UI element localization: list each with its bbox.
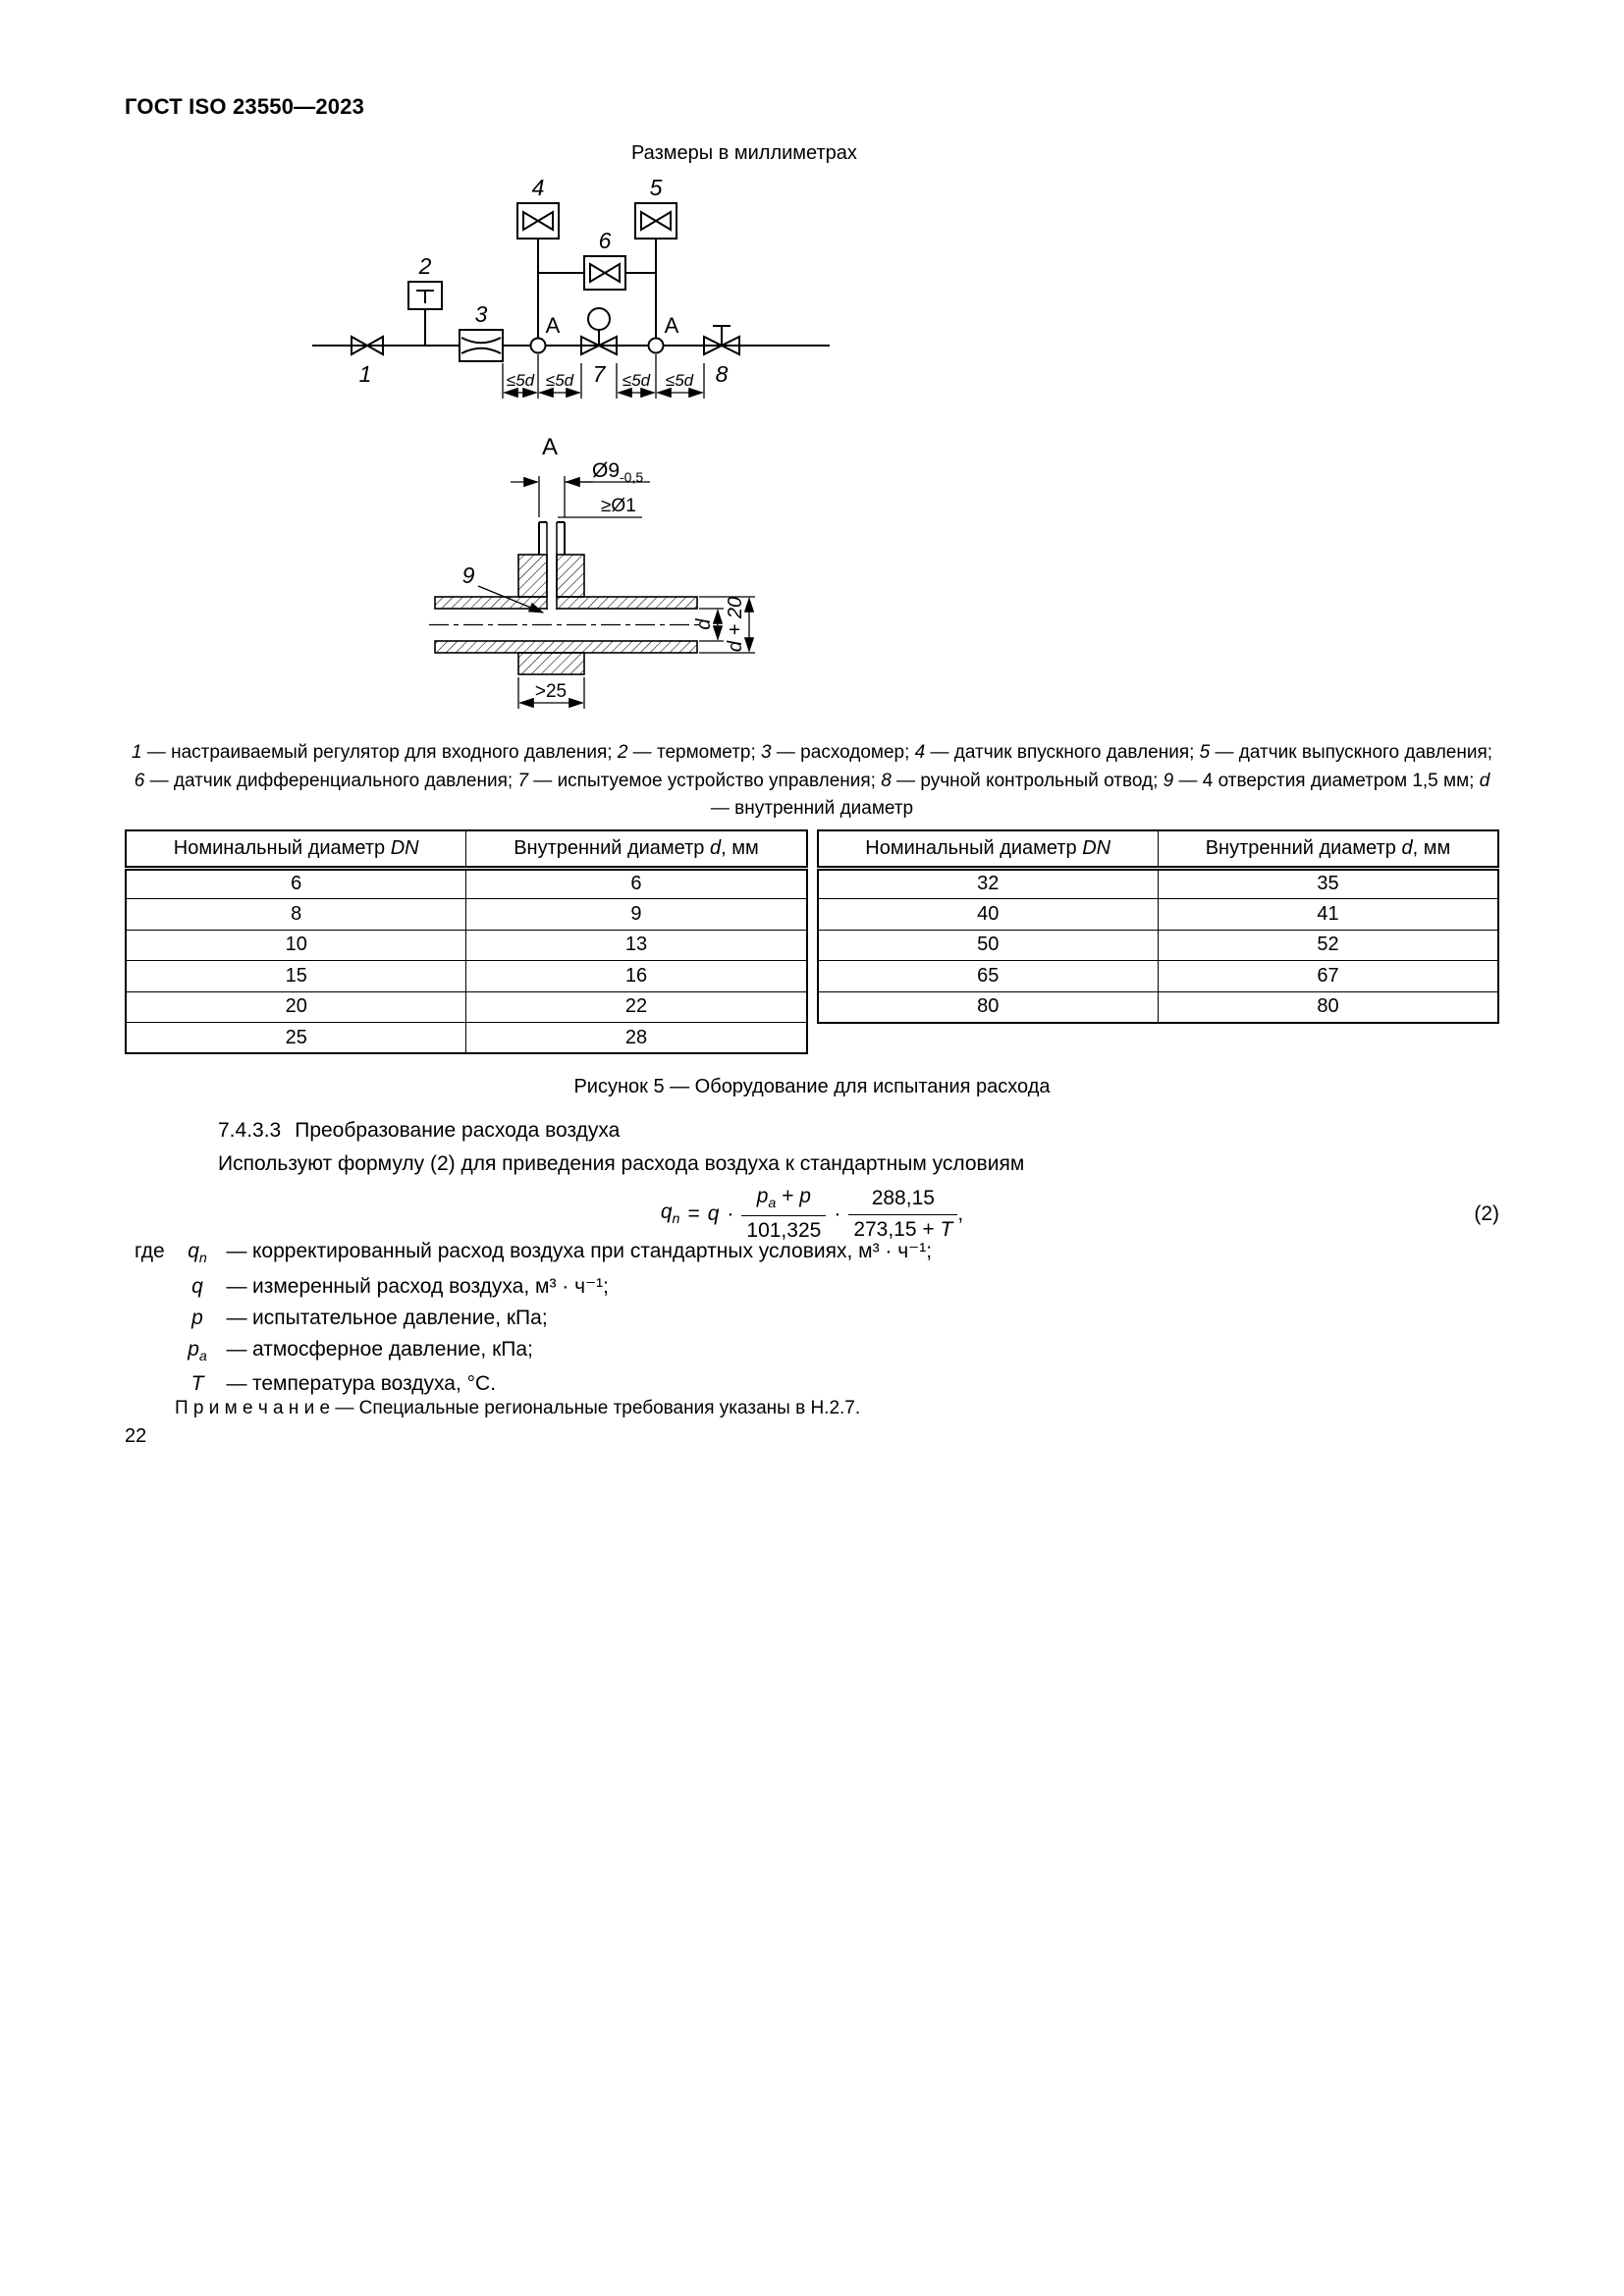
where-dash: — xyxy=(226,1275,247,1299)
max-5d-dim: ≤5d xyxy=(665,371,694,390)
legend-marker: 6 xyxy=(134,770,145,791)
gt25-dim: >25 xyxy=(534,681,568,702)
section-a-marker: A xyxy=(545,313,561,338)
where-term: $p_a$ xyxy=(188,1338,207,1365)
outer-dia-dim: d + 20 xyxy=(725,596,746,653)
dia9-dim: $Ø9_{-0,5}$ xyxy=(592,459,644,485)
formula-number: (2) xyxy=(1474,1202,1499,1225)
max-5d-dim: ≤5d xyxy=(506,371,535,390)
pressure-tap-icon xyxy=(531,339,546,353)
min-dia1-dim: ≥Ø1 xyxy=(601,496,636,516)
table-row xyxy=(818,961,1499,992)
where-row xyxy=(135,1239,1499,1266)
d-cell: 41 xyxy=(1158,899,1498,931)
dn-cell: 80 xyxy=(818,991,1159,1023)
dn-cell: 25 xyxy=(126,1023,466,1054)
table-row xyxy=(818,868,1499,899)
dn-cell: 65 xyxy=(818,961,1159,992)
pressure-tap-icon xyxy=(649,339,664,353)
table-row xyxy=(126,1023,807,1054)
where-list xyxy=(135,1239,1499,1404)
where-row xyxy=(135,1338,1499,1364)
item-3-label: 3 xyxy=(474,301,488,327)
dn-cell: 10 xyxy=(126,930,466,961)
detail-a-labels xyxy=(462,459,746,702)
item-8-label: 8 xyxy=(715,361,729,387)
d-cell: 35 xyxy=(1158,868,1498,899)
formula-2 xyxy=(125,1184,1499,1245)
col-header-dn: Номинальный диаметр DN xyxy=(818,830,1159,868)
note-text: — Специальные региональные требования указаны в Н.2.7. xyxy=(335,1398,861,1418)
item-7-label: 7 xyxy=(592,361,606,387)
detail-a-drawing xyxy=(429,522,703,674)
table-row xyxy=(818,991,1499,1023)
col-header-d: Внутренний диаметр d, мм xyxy=(466,830,807,868)
dn-cell: 20 xyxy=(126,991,466,1023)
diameter-tables xyxy=(125,829,1499,1054)
legend-marker: 3 xyxy=(761,742,772,763)
where-term: q xyxy=(191,1275,203,1299)
d-cell: 67 xyxy=(1158,961,1498,992)
item-6-label: 6 xyxy=(598,228,612,253)
note xyxy=(175,1398,860,1419)
item-1-label: 1 xyxy=(358,361,372,387)
section-a-marker: A xyxy=(664,313,679,338)
legend-marker: 1 xyxy=(131,742,142,763)
page-number: 22 xyxy=(125,1425,147,1447)
section-intro: Используют формулу (2) для приведения расхода воздуха к стандартным условиям xyxy=(218,1152,1025,1175)
d-cell: 28 xyxy=(466,1023,807,1054)
legend-marker: 4 xyxy=(914,742,926,763)
fraction-temperature: $\frac{288,15}{273,15 + T}$ xyxy=(848,1186,957,1243)
where-definition: атмосферное давление, кПа; xyxy=(252,1338,533,1362)
item-2-label: 2 xyxy=(418,253,432,279)
max-5d-dim: ≤5d xyxy=(622,371,651,390)
where-prefix: где xyxy=(135,1240,165,1262)
section-heading xyxy=(218,1119,620,1143)
col-header-dn: Номинальный диаметр DN xyxy=(126,830,466,868)
table-row xyxy=(126,991,807,1023)
where-row xyxy=(135,1307,1499,1330)
dn-cell: 8 xyxy=(126,899,466,931)
max-5d-dim: ≤5d xyxy=(545,371,574,390)
table-row xyxy=(818,899,1499,931)
where-dash: — xyxy=(226,1338,247,1362)
where-definition: испытательное давление, кПа; xyxy=(252,1307,548,1330)
item-4-label: 4 xyxy=(531,175,545,200)
d-cell: 16 xyxy=(466,961,807,992)
detail-a-title: A xyxy=(541,434,559,460)
dn-cell: 40 xyxy=(818,899,1159,931)
legend-marker: d xyxy=(1479,770,1490,791)
document-title: ГОСТ ISO 23550—2023 xyxy=(125,94,365,119)
piping-schematic xyxy=(312,203,830,361)
dn-cell: 15 xyxy=(126,961,466,992)
table-row xyxy=(126,930,807,961)
legend-marker: 5 xyxy=(1199,742,1211,763)
where-definition: измеренный расход воздуха, м³ · ч⁻¹; xyxy=(252,1275,609,1299)
where-term: T xyxy=(190,1372,204,1396)
item-9-label: 9 xyxy=(461,562,475,588)
d-cell: 9 xyxy=(466,899,807,931)
table-row xyxy=(126,961,807,992)
diameter-table-left xyxy=(125,829,808,1054)
dimensions-note: Размеры в миллиметрах xyxy=(631,142,857,164)
item-5-label: 5 xyxy=(649,175,663,200)
dn-cell: 32 xyxy=(818,868,1159,899)
where-row xyxy=(135,1274,1499,1299)
figure-legend: 1 — настраиваемый регулятор для входного давления; 2 — термометр; 3 — расходомер; 4 — датчик впускного давления; 5 — датчик выпускного давления; 6 — датчик дифференциального давления; 7 — испытуемое устройство управления; 8 — ручной контрольный отвод; 9 — 4 отверстия диаметром 1,5 мм; d — внутренний диаметр xyxy=(131,742,1493,819)
diameter-table-right xyxy=(817,829,1500,1024)
flowmeter-icon xyxy=(460,330,503,361)
fraction-pressure: $\frac{p_a + p}{101,325}$ xyxy=(741,1184,826,1244)
d-cell: 80 xyxy=(1158,991,1498,1023)
inner-dia-dim: d xyxy=(693,618,715,630)
where-definition: температура воздуха, °С. xyxy=(252,1372,497,1396)
d-cell: 22 xyxy=(466,991,807,1023)
legend-marker: 8 xyxy=(881,770,892,791)
section-number: 7.4.3.3 xyxy=(218,1119,282,1142)
dn-cell: 50 xyxy=(818,930,1159,961)
where-dash: — xyxy=(226,1372,247,1396)
where-definition: корректированный расход воздуха при стандартных условиях, м³ · ч⁻¹; xyxy=(252,1240,933,1262)
d-cell: 52 xyxy=(1158,930,1498,961)
table-row xyxy=(126,868,807,899)
table-row xyxy=(818,930,1499,961)
d-cell: 13 xyxy=(466,930,807,961)
d-cell: 6 xyxy=(466,868,807,899)
where-dash: — xyxy=(226,1307,247,1330)
where-row xyxy=(135,1372,1499,1396)
note-label: П р и м е ч а н и е xyxy=(175,1398,331,1418)
section-title: Преобразование расхода воздуха xyxy=(295,1119,621,1142)
formula-expression: $q_n$ = q · $\frac{p_a + p}{101,325}$ · $\frac{288,15}{273,15 + T}$ , xyxy=(661,1184,963,1244)
dn-cell: 6 xyxy=(126,868,466,899)
where-dash: — xyxy=(226,1240,247,1262)
control-device-actuator-icon xyxy=(588,308,610,330)
legend-marker: 9 xyxy=(1163,770,1174,791)
where-term: p xyxy=(191,1307,203,1330)
where-term: $q_n$ xyxy=(188,1240,207,1267)
figure-5-drawing xyxy=(245,167,933,741)
table-row xyxy=(126,899,807,931)
col-header-d: Внутренний диаметр d, мм xyxy=(1158,830,1498,868)
legend-marker: 7 xyxy=(517,770,529,791)
figure-caption: Рисунок 5 — Оборудование для испытания расхода xyxy=(573,1076,1051,1097)
legend-marker: 2 xyxy=(617,742,628,763)
